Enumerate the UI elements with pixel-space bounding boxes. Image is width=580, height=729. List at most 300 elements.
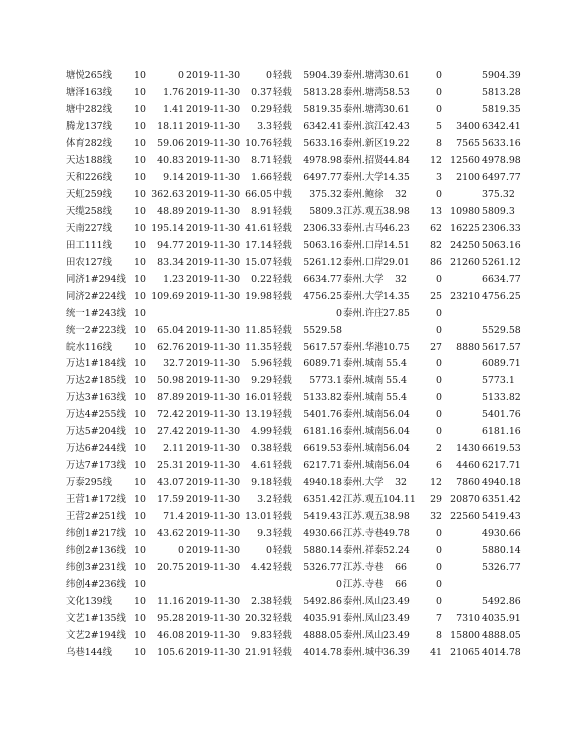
- table-cell: 6217.71: [303, 460, 342, 472]
- table-row: [0, 475, 580, 492]
- table-cell: 10: [134, 392, 146, 404]
- table-cell: 6619.53: [482, 443, 521, 455]
- table-cell: 2019-11-30: [186, 409, 241, 421]
- table-cell: 50.98: [157, 375, 184, 387]
- table-row: [0, 289, 580, 306]
- table-cell: 10: [134, 460, 146, 472]
- table-cell: 2019-11-30: [186, 222, 241, 234]
- table-cell: 10: [134, 137, 146, 149]
- table-cell: 5773.1: [482, 375, 515, 387]
- table-cell: 13.19: [245, 409, 272, 421]
- table-cell: 10.75: [383, 341, 410, 353]
- table-cell: 5326.77: [482, 562, 521, 574]
- table-cell: 5261.12: [482, 256, 521, 268]
- table-cell: 纬创1#217线: [66, 528, 126, 540]
- table-cell: 轻载: [273, 392, 292, 404]
- table-cell: 5617.57: [482, 341, 521, 353]
- table-cell: 10: [134, 188, 146, 200]
- table-cell: 5419.43: [482, 511, 521, 523]
- table-cell: 轻载: [273, 120, 292, 132]
- table-cell: 泰州.口岸: [343, 256, 384, 268]
- table-cell: 10: [134, 307, 146, 319]
- table-cell: 5401.76: [482, 409, 521, 421]
- table-cell: 2019-11-30: [186, 375, 241, 387]
- table-cell: 6342.41: [482, 120, 521, 132]
- table-cell: 2019-11-30: [186, 324, 241, 336]
- table-cell: 10: [134, 290, 146, 302]
- table-cell: 6089.71: [303, 358, 342, 370]
- table-cell: 文艺2#194线: [66, 629, 126, 641]
- table-cell: 2019-11-30: [186, 392, 241, 404]
- table-cell: 0.22: [251, 273, 272, 285]
- table-cell: 32: [395, 477, 407, 489]
- table-cell: 天和226线: [66, 171, 113, 183]
- table-cell: 泰州.城南: [343, 426, 384, 438]
- table-cell: 泰州.口岸: [343, 239, 384, 251]
- table-cell: 万达1#184线: [66, 358, 126, 370]
- table-cell: 泰州.塘湾: [343, 103, 384, 115]
- table-cell: 5904.39: [482, 70, 521, 81]
- table-cell: 泰州.大学: [343, 477, 384, 489]
- table-cell: 46.23: [383, 222, 410, 234]
- table-cell: 9.14: [163, 171, 184, 183]
- table-cell: 0: [436, 426, 442, 438]
- table-cell: 10: [134, 596, 146, 608]
- table-cell: 2019-11-30: [186, 528, 241, 540]
- table-cell: 江苏.寺巷: [343, 528, 384, 540]
- table-cell: 2306.33: [482, 222, 521, 234]
- table-cell: 轻载: [273, 511, 292, 523]
- table-cell: 0: [436, 307, 442, 319]
- table-cell: 18.11: [157, 120, 184, 132]
- table-row: [0, 119, 580, 136]
- table-row: [0, 526, 580, 543]
- table-cell: 32: [395, 188, 407, 200]
- table-cell: 0: [436, 545, 442, 557]
- table-cell: 2019-11-30: [186, 103, 241, 115]
- table-cell: 轻载: [273, 409, 292, 421]
- table-cell: 轻载: [273, 86, 292, 98]
- table-cell: 2019-11-30: [186, 70, 241, 81]
- table-cell: 6497.77: [482, 171, 521, 183]
- table-cell: 2019-11-30: [186, 511, 241, 523]
- table-cell: 5063.16: [482, 239, 521, 251]
- table-cell: 泰州.城南: [343, 409, 384, 421]
- table-cell: 王营2#251线: [66, 511, 126, 523]
- table-cell: 田工111线: [66, 239, 113, 251]
- table-cell: 轻载: [273, 256, 292, 268]
- table-cell: 泰州.城南: [343, 460, 384, 472]
- table-cell: 66: [395, 579, 407, 591]
- table-cell: 江苏.观五: [343, 494, 384, 506]
- table-cell: 田农127线: [66, 256, 113, 268]
- table-cell: 5326.77: [303, 562, 342, 574]
- table-cell: 天缆258线: [66, 205, 113, 217]
- table-cell: 23210: [450, 290, 480, 302]
- table-cell: 0: [178, 545, 184, 557]
- table-cell: 轻载: [273, 528, 292, 540]
- table-cell: 56.04: [383, 460, 410, 472]
- table-cell: 2019-11-30: [186, 358, 241, 370]
- table-cell: 9.83: [251, 629, 272, 641]
- table-cell: 2306.33: [303, 222, 342, 234]
- table-cell: 362.63: [151, 188, 184, 200]
- table-cell: 2019-11-30: [186, 171, 241, 183]
- table-cell: 塘中282线: [66, 103, 113, 115]
- table-cell: 2019-11-30: [186, 86, 241, 98]
- table-cell: 6497.77: [303, 171, 342, 183]
- table-cell: 轻载: [273, 341, 292, 353]
- table-row: [0, 170, 580, 187]
- table-cell: 27.85: [383, 307, 410, 319]
- table-cell: 94.77: [157, 239, 184, 251]
- table-cell: 2019-11-30: [186, 205, 241, 217]
- table-cell: 11.85: [245, 324, 272, 336]
- table-cell: 10: [134, 70, 146, 81]
- table-cell: 38.98: [383, 205, 410, 217]
- table-cell: 4.99: [251, 426, 272, 438]
- table-cell: 天达188线: [66, 154, 113, 166]
- table-cell: 5133.82: [303, 392, 342, 404]
- table-cell: 万达6#244线: [66, 443, 126, 455]
- table-cell: 泰州.城中: [343, 646, 384, 658]
- table-cell: 天虹259线: [66, 188, 113, 200]
- table-cell: 万泰295线: [66, 477, 113, 489]
- table-cell: 0.29: [251, 103, 272, 115]
- table-cell: 27: [430, 341, 442, 353]
- table-row: [0, 611, 580, 628]
- table-cell: 轻载: [273, 222, 292, 234]
- table-cell: 38.98: [383, 511, 410, 523]
- table-cell: 25: [430, 290, 442, 302]
- table-cell: 8880: [456, 341, 480, 353]
- table-cell: 统一2#223线: [66, 324, 126, 336]
- table-cell: 30.61: [383, 103, 410, 115]
- table-cell: 轻载: [273, 629, 292, 641]
- table-cell: 29: [430, 494, 442, 506]
- table-cell: 36.39: [383, 646, 410, 658]
- table-row: [0, 204, 580, 221]
- table-cell: 2019-11-30: [186, 562, 241, 574]
- table-cell: 0: [266, 545, 272, 557]
- table-cell: 纬创4#236线: [66, 579, 126, 591]
- table-cell: 轻载: [273, 562, 292, 574]
- table-cell: 4.42: [251, 562, 272, 574]
- table-cell: 10: [134, 613, 146, 624]
- table-cell: 46.08: [157, 629, 184, 641]
- table-cell: 0: [436, 103, 442, 115]
- table-cell: 11.35: [245, 341, 272, 353]
- table-cell: 5633.16: [482, 137, 521, 149]
- table-cell: 6342.41: [303, 120, 342, 132]
- table-cell: 乌巷144线: [66, 646, 113, 658]
- table-cell: 2019-11-30: [186, 120, 241, 132]
- table-cell: 泰州.凤山: [343, 629, 384, 641]
- table-cell: 56.04: [383, 443, 410, 455]
- table-cell: 3: [436, 171, 442, 183]
- table-cell: 16225: [450, 222, 480, 234]
- table-cell: 15.07: [245, 256, 272, 268]
- table-cell: 23.49: [383, 613, 410, 624]
- table-row: [0, 356, 580, 373]
- table-cell: 15800: [450, 629, 480, 641]
- table-cell: 195.14: [151, 222, 184, 234]
- table-cell: 6619.53: [303, 443, 342, 455]
- table-cell: 0.38: [251, 443, 272, 455]
- table-cell: 纬创2#136线: [66, 545, 126, 557]
- table-cell: 2019-11-30: [186, 443, 241, 455]
- table-cell: 万达3#163线: [66, 392, 126, 404]
- table-cell: 1.23: [163, 273, 184, 285]
- table-cell: 83.34: [157, 256, 184, 268]
- table-cell: 5.96: [251, 358, 272, 370]
- table-cell: 10: [134, 426, 146, 438]
- table-cell: 12: [430, 154, 442, 166]
- table-cell: 2019-11-30: [186, 629, 241, 641]
- table-cell: 14.51: [383, 239, 410, 251]
- table-cell: 13: [430, 205, 442, 217]
- table-cell: 天南227线: [66, 222, 113, 234]
- table-cell: 41: [430, 646, 442, 658]
- table-cell: 泰州.城南: [343, 392, 384, 404]
- table-cell: 25.31: [157, 460, 184, 472]
- table-row: [0, 85, 580, 102]
- table-cell: 10: [134, 222, 146, 234]
- table-cell: 95.28: [157, 613, 184, 624]
- table-row: [0, 577, 580, 594]
- table-cell: 轻载: [273, 171, 292, 183]
- table-cell: 58.53: [383, 86, 410, 98]
- table-row: [0, 255, 580, 272]
- table-cell: 66.05: [245, 188, 272, 200]
- table-cell: 10980: [450, 205, 480, 217]
- table-cell: 55.4: [386, 375, 407, 387]
- table-cell: 4978.98: [303, 154, 342, 166]
- table-cell: 10: [134, 171, 146, 183]
- table-cell: 10: [134, 324, 146, 336]
- table-cell: 17.14: [245, 239, 272, 251]
- table-cell: 泰州.塘湾: [343, 86, 384, 98]
- table-cell: 3.2: [257, 494, 272, 506]
- table-cell: 泰州.招贤: [343, 154, 384, 166]
- table-cell: 32.7: [163, 358, 184, 370]
- table-cell: 6634.77: [303, 273, 342, 285]
- table-row: [0, 102, 580, 119]
- table-cell: 82: [430, 239, 442, 251]
- table-cell: 2: [436, 443, 442, 455]
- table-cell: 5492.86: [482, 596, 521, 608]
- table-cell: 375.32: [309, 188, 342, 200]
- table-cell: 0: [436, 528, 442, 540]
- table-cell: 7310: [456, 613, 480, 624]
- table-cell: 泰州.凤山: [343, 596, 384, 608]
- table-cell: 7: [436, 613, 442, 624]
- table-row: [0, 306, 580, 323]
- table-cell: 86: [430, 256, 442, 268]
- table-cell: 10: [134, 511, 146, 523]
- table-cell: 13.01: [245, 511, 272, 523]
- table-cell: 塘悦265线: [66, 70, 113, 81]
- table-cell: 4930.66: [303, 528, 342, 540]
- table-row: [0, 560, 580, 577]
- table-cell: 87.89: [157, 392, 184, 404]
- table-cell: 1.66: [251, 171, 272, 183]
- table-cell: 泰州.许庄: [343, 307, 384, 319]
- table-cell: 6: [436, 460, 442, 472]
- table-cell: 43.62: [157, 528, 184, 540]
- table-cell: 5419.43: [303, 511, 342, 523]
- table-cell: 23.49: [383, 596, 410, 608]
- table-row: [0, 492, 580, 509]
- table-cell: 44.84: [383, 154, 410, 166]
- table-cell: 17.59: [157, 494, 184, 506]
- table-row: [0, 645, 580, 662]
- table-cell: 王营1#172线: [66, 494, 126, 506]
- table-cell: 统一1#243线: [66, 307, 126, 319]
- table-cell: 22560: [450, 511, 480, 523]
- table-cell: 21065: [450, 646, 480, 658]
- table-cell: 43.07: [157, 477, 184, 489]
- table-row: [0, 153, 580, 170]
- table-cell: 66: [395, 562, 407, 574]
- table-cell: 泰州.城南: [343, 443, 384, 455]
- table-cell: 2019-11-30: [186, 154, 241, 166]
- table-cell: 轻载: [273, 443, 292, 455]
- table-cell: 8.91: [251, 205, 272, 217]
- table-cell: 泰州.祥泰: [343, 545, 384, 557]
- table-cell: 10: [134, 629, 146, 641]
- table-cell: 万达7#173线: [66, 460, 126, 472]
- table-cell: 泰州.新区: [343, 137, 384, 149]
- table-cell: 4888.05: [303, 629, 342, 641]
- table-row: [0, 68, 580, 85]
- table-cell: 万达5#204线: [66, 426, 126, 438]
- table-cell: 10: [134, 562, 146, 574]
- table-cell: 10: [134, 154, 146, 166]
- table-row: [0, 373, 580, 390]
- table-cell: 10: [134, 545, 146, 557]
- table-cell: 7565: [456, 137, 480, 149]
- table-row: [0, 323, 580, 340]
- table-cell: 2.38: [251, 596, 272, 608]
- table-cell: 轻载: [273, 494, 292, 506]
- table-cell: 0: [266, 70, 272, 81]
- table-cell: 2019-11-30: [186, 273, 241, 285]
- table-cell: 轻载: [273, 596, 292, 608]
- table-cell: 56.04: [383, 426, 410, 438]
- table-cell: 6351.42: [482, 494, 521, 506]
- table-row: [0, 543, 580, 560]
- table-cell: 轻载: [273, 103, 292, 115]
- table-cell: 42.43: [383, 120, 410, 132]
- table-cell: 泰州.塘湾: [343, 70, 384, 81]
- table-row: [0, 458, 580, 475]
- table-cell: 55.4: [386, 392, 407, 404]
- table-cell: 5880.14: [303, 545, 342, 557]
- table-cell: 19.22: [383, 137, 410, 149]
- table-cell: 10: [134, 341, 146, 353]
- table-cell: 2019-11-30: [186, 646, 241, 658]
- table-cell: 2100: [456, 171, 480, 183]
- table-cell: 文艺1#135线: [66, 613, 126, 624]
- table-cell: 泰州.凤山: [343, 613, 384, 624]
- table-cell: 5904.39: [303, 70, 342, 81]
- table-row: [0, 272, 580, 289]
- table-cell: 皖水116线: [66, 341, 113, 353]
- table-cell: 4978.98: [482, 154, 521, 166]
- table-cell: 19.98: [245, 290, 272, 302]
- table-cell: 2019-11-30: [186, 137, 241, 149]
- table-cell: 6634.77: [482, 273, 521, 285]
- table-row: [0, 424, 580, 441]
- table-cell: 4.61: [251, 460, 272, 472]
- table-cell: 2019-11-30: [186, 341, 241, 353]
- table-cell: 48.89: [157, 205, 184, 217]
- table-cell: 5: [436, 120, 442, 132]
- table-cell: 11.16: [157, 596, 184, 608]
- table-cell: 14.35: [383, 290, 410, 302]
- table-cell: 16.01: [245, 392, 272, 404]
- table-cell: 5819.35: [303, 103, 342, 115]
- table-cell: 6351.42: [303, 494, 342, 506]
- table-cell: 2019-11-30: [186, 239, 241, 251]
- table-cell: 0: [436, 392, 442, 404]
- table-cell: 轻载: [273, 137, 292, 149]
- table-cell: 12560: [450, 154, 480, 166]
- table-row: [0, 221, 580, 238]
- table-cell: 12: [430, 477, 442, 489]
- table-cell: 4940.18: [482, 477, 521, 489]
- table-cell: 56.04: [383, 409, 410, 421]
- table-cell: 2019-11-30: [186, 460, 241, 472]
- table-cell: 6217.71: [482, 460, 521, 472]
- table-cell: 0: [436, 324, 442, 336]
- table-cell: 轻载: [273, 205, 292, 217]
- table-cell: 0: [436, 562, 442, 574]
- table-cell: 375.32: [482, 188, 515, 200]
- table-row: [0, 628, 580, 645]
- table-cell: 8: [436, 629, 442, 641]
- table-cell: 轻载: [273, 375, 292, 387]
- table-cell: 4014.78: [303, 646, 342, 658]
- table-cell: 10: [134, 409, 146, 421]
- table-cell: 2.11: [163, 443, 184, 455]
- table-cell: 7860: [456, 477, 480, 489]
- table-cell: 5813.28: [482, 86, 521, 98]
- table-cell: 1.76: [163, 86, 184, 98]
- table-cell: 轻载: [273, 613, 292, 624]
- table-cell: 10: [134, 477, 146, 489]
- table-cell: 2019-11-30: [186, 545, 241, 557]
- table-cell: 5617.57: [303, 341, 342, 353]
- table-cell: 2019-11-30: [186, 494, 241, 506]
- table-cell: 0.37: [251, 86, 272, 98]
- table-cell: 8.71: [251, 154, 272, 166]
- table-cell: 20870: [450, 494, 480, 506]
- table-cell: 轻载: [273, 426, 292, 438]
- table-cell: 轻载: [273, 70, 292, 81]
- table-cell: 5529.58: [482, 324, 521, 336]
- table-cell: 轻载: [273, 290, 292, 302]
- table-cell: 10: [134, 256, 146, 268]
- table-cell: 9.18: [251, 477, 272, 489]
- table-cell: 5401.76: [303, 409, 342, 421]
- table-cell: 轻载: [273, 273, 292, 285]
- table-cell: 0: [436, 273, 442, 285]
- table-cell: 10: [134, 443, 146, 455]
- table-cell: 10: [134, 103, 146, 115]
- table-cell: 5880.14: [482, 545, 521, 557]
